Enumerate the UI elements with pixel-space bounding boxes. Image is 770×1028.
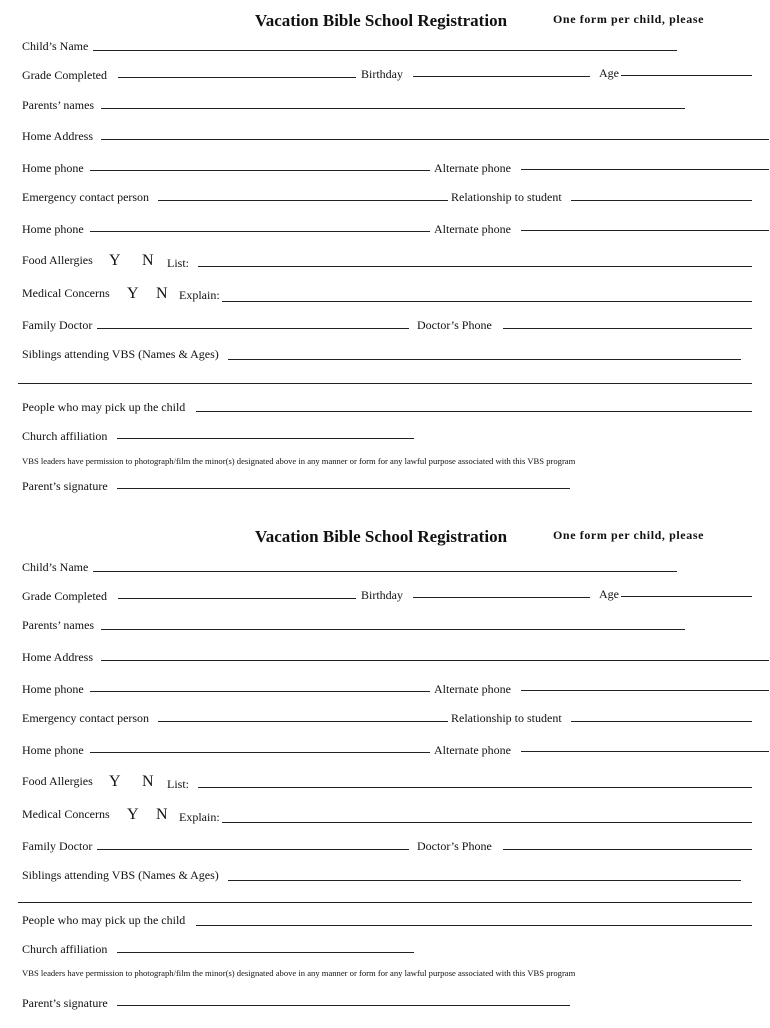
home-phone-2-line[interactable]: [90, 231, 430, 232]
emergency-contact-line[interactable]: [158, 721, 448, 722]
pickup-line[interactable]: [196, 411, 752, 412]
parent-signature-label: Parent’s signature: [22, 996, 108, 1010]
parent-signature-line[interactable]: [117, 488, 570, 489]
home-phone-label: Home phone: [22, 161, 84, 175]
food-allergies-label: Food Allergies: [22, 774, 93, 788]
parents-names-line[interactable]: [101, 629, 685, 630]
allergies-no-option[interactable]: N: [142, 773, 154, 790]
medical-explain-label: Explain:: [179, 288, 220, 302]
doctors-phone-line[interactable]: [503, 849, 752, 850]
home-phone-line[interactable]: [90, 170, 430, 171]
grade-completed-line[interactable]: [118, 77, 356, 78]
parent-signature-line[interactable]: [117, 1005, 570, 1006]
parents-names-line[interactable]: [101, 108, 685, 109]
siblings-label: Siblings attending VBS (Names & Ages): [22, 868, 219, 882]
photo-permission-text: VBS leaders have permission to photograph/film the minor(s) designated above in any manner or form for any lawful purpose associated with this VBS program: [22, 456, 576, 466]
home-address-label: Home Address: [22, 650, 93, 664]
alternate-phone-line[interactable]: [521, 169, 769, 170]
emergency-contact-line[interactable]: [158, 200, 448, 201]
home-phone-line[interactable]: [90, 691, 430, 692]
pickup-line[interactable]: [196, 925, 752, 926]
home-phone-2-line[interactable]: [90, 752, 430, 753]
allergies-no-option[interactable]: N: [142, 252, 154, 269]
grade-completed-label: Grade Completed: [22, 68, 107, 82]
age-label: Age: [599, 587, 619, 601]
pickup-label: People who may pick up the child: [22, 400, 186, 414]
allergies-list-label: List:: [167, 777, 190, 791]
alternate-phone-2-label: Alternate phone: [434, 222, 511, 236]
grade-completed-label: Grade Completed: [22, 589, 107, 603]
birthday-line[interactable]: [413, 597, 590, 598]
family-doctor-label: Family Doctor: [22, 318, 93, 332]
medical-concerns-label: Medical Concerns: [22, 286, 110, 300]
parents-names-label: Parents’ names: [22, 618, 95, 632]
doctors-phone-label: Doctor’s Phone: [417, 839, 492, 853]
child-name-label: Child’s Name: [22, 39, 89, 53]
home-phone-2-label: Home phone: [22, 743, 84, 757]
medical-yes-option[interactable]: Y: [127, 806, 139, 823]
child-name-label: Child’s Name: [22, 560, 89, 574]
age-line[interactable]: [621, 75, 752, 76]
form-title: Vacation Bible School Registration: [255, 527, 508, 546]
child-name-line[interactable]: [93, 50, 677, 51]
emergency-contact-label: Emergency contact person: [22, 711, 150, 725]
alternate-phone-label: Alternate phone: [434, 682, 511, 696]
alternate-phone-label: Alternate phone: [434, 161, 511, 175]
parent-signature-label: Parent’s signature: [22, 479, 108, 493]
allergies-list-label: List:: [167, 256, 190, 270]
doctors-phone-line[interactable]: [503, 328, 752, 329]
church-affiliation-label: Church affiliation: [22, 429, 108, 443]
child-name-line[interactable]: [93, 571, 677, 572]
form-note: One form per child, please: [553, 528, 705, 542]
medical-explain-label: Explain:: [179, 810, 220, 824]
alternate-phone-line[interactable]: [521, 690, 769, 691]
church-affiliation-label: Church affiliation: [22, 942, 108, 956]
form-title: Vacation Bible School Registration: [255, 11, 508, 30]
allergies-yes-option[interactable]: Y: [109, 773, 121, 790]
age-label: Age: [599, 66, 619, 80]
family-doctor-line[interactable]: [97, 849, 409, 850]
food-allergies-label: Food Allergies: [22, 253, 93, 267]
registration-form-1: [0, 0, 770, 512]
doctors-phone-label: Doctor’s Phone: [417, 318, 492, 332]
siblings-line[interactable]: [228, 359, 741, 360]
medical-no-option[interactable]: N: [156, 806, 168, 823]
siblings-extra-line[interactable]: [18, 383, 752, 384]
age-line[interactable]: [621, 596, 752, 597]
home-address-line[interactable]: [101, 139, 769, 140]
family-doctor-line[interactable]: [97, 328, 409, 329]
home-phone-label: Home phone: [22, 682, 84, 696]
alternate-phone-2-line[interactable]: [521, 230, 769, 231]
relationship-line[interactable]: [571, 721, 752, 722]
medical-explain-line[interactable]: [222, 822, 752, 823]
relationship-line[interactable]: [571, 200, 752, 201]
family-doctor-label: Family Doctor: [22, 839, 93, 853]
birthday-label: Birthday: [361, 588, 403, 602]
allergies-yes-option[interactable]: Y: [109, 252, 121, 269]
alternate-phone-2-label: Alternate phone: [434, 743, 511, 757]
medical-concerns-label: Medical Concerns: [22, 807, 110, 821]
registration-form-2: [0, 516, 770, 1028]
pickup-label: People who may pick up the child: [22, 913, 186, 927]
home-address-line[interactable]: [101, 660, 769, 661]
relationship-label: Relationship to student: [451, 190, 562, 204]
medical-explain-line[interactable]: [222, 301, 752, 302]
emergency-contact-label: Emergency contact person: [22, 190, 150, 204]
church-affiliation-line[interactable]: [117, 438, 414, 439]
home-address-label: Home Address: [22, 129, 93, 143]
photo-permission-text: VBS leaders have permission to photograph/film the minor(s) designated above in any manner or form for any lawful purpose associated with this VBS program: [22, 968, 576, 978]
allergies-list-line[interactable]: [198, 787, 752, 788]
alternate-phone-2-line[interactable]: [521, 751, 769, 752]
grade-completed-line[interactable]: [118, 598, 356, 599]
siblings-label: Siblings attending VBS (Names & Ages): [22, 347, 219, 361]
medical-no-option[interactable]: N: [156, 285, 168, 302]
allergies-list-line[interactable]: [198, 266, 752, 267]
parents-names-label: Parents’ names: [22, 98, 95, 112]
siblings-extra-line[interactable]: [18, 902, 752, 903]
birthday-line[interactable]: [413, 76, 590, 77]
birthday-label: Birthday: [361, 67, 403, 81]
siblings-line[interactable]: [228, 880, 741, 881]
church-affiliation-line[interactable]: [117, 952, 414, 953]
form-note: One form per child, please: [553, 12, 705, 26]
medical-yes-option[interactable]: Y: [127, 285, 139, 302]
relationship-label: Relationship to student: [451, 711, 562, 725]
home-phone-2-label: Home phone: [22, 222, 84, 236]
